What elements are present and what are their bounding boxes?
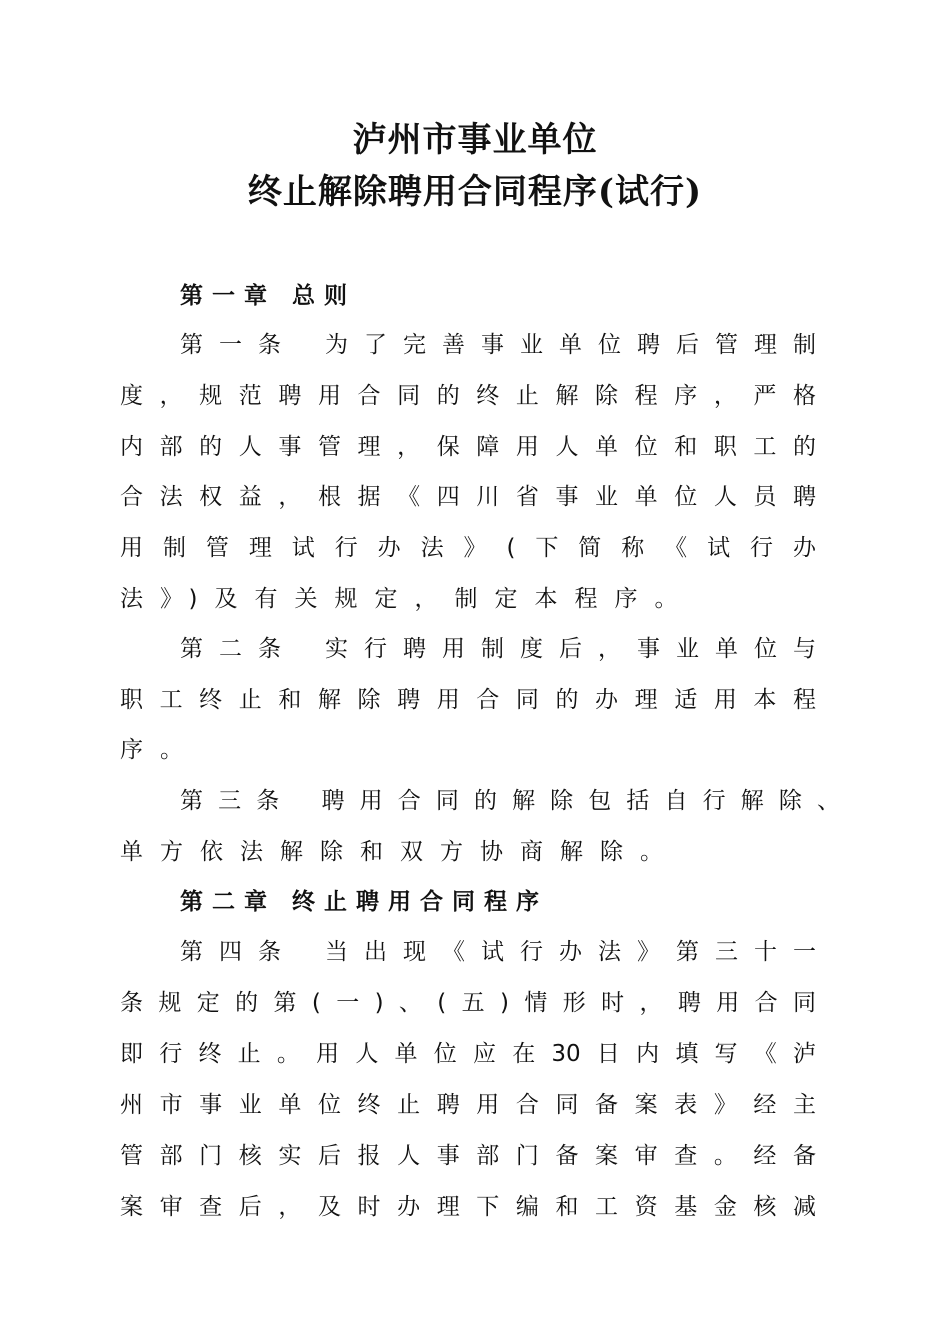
document-title-line-2: 终止解除聘用合同程序(试行) (247, 172, 703, 212)
chapter-2-name: 终止聘用合同程序 (292, 889, 548, 915)
article-4-text: 当出现《试行办法》第三十一 (309, 939, 816, 965)
article-4-first-line (180, 937, 816, 967)
article-1-line: 内部的人事管理，保障用人单位和职工的 (120, 434, 816, 460)
article-2-first-line (180, 634, 816, 664)
chapter-1-number: 第一章 (180, 283, 276, 309)
article-1-line: 法》)及有关规定，制定本程序。 (120, 586, 695, 612)
article-1-text: 为了完善事业单位聘后管理制 (309, 332, 816, 358)
article-3-label: 第三条 (180, 788, 295, 814)
chapter-1-name: 总则 (292, 283, 356, 309)
article-2-line: 职工终止和解除聘用合同的办理适用本程 (120, 687, 816, 713)
article-3-first-line (180, 786, 840, 816)
article-1-first-line (180, 330, 816, 360)
article-4-line: 即行终止。用人单位应在30日内填写《泸 (120, 1041, 816, 1067)
chapter-2-number: 第二章 (180, 889, 276, 915)
article-3-text: 聘用合同的解除包括自行解除、 (306, 788, 841, 814)
chapter-1-heading (180, 281, 356, 311)
article-2-text: 实行聘用制度后，事业单位与 (309, 636, 816, 662)
article-4-line: 条规定的第(一)、(五)情形时，聘用合同 (120, 990, 816, 1016)
article-4-line: 案审查后，及时办理下编和工资基金核减 (120, 1194, 816, 1220)
article-2-label: 第二条 (180, 636, 297, 662)
article-1-line: 用制管理试行办法》(下简称《试行办 (120, 535, 816, 561)
article-1-label: 第一条 (180, 332, 297, 358)
article-2-line: 序。 (120, 737, 200, 763)
article-1-line: 度，规范聘用合同的终止解除程序，严格 (120, 383, 816, 409)
document-title-line-1: 泸州市事业单位 (352, 120, 598, 160)
article-4-line: 管部门核实后报人事部门备案审查。经备 (120, 1143, 816, 1169)
article-4-label: 第四条 (180, 939, 297, 965)
article-3-line: 单方依法解除和双方协商解除。 (120, 839, 680, 865)
chapter-2-heading (180, 887, 548, 917)
article-4-line: 州市事业单位终止聘用合同备案表》经主 (120, 1092, 816, 1118)
article-1-line: 合法权益，根据《四川省事业单位人员聘 (120, 484, 816, 510)
